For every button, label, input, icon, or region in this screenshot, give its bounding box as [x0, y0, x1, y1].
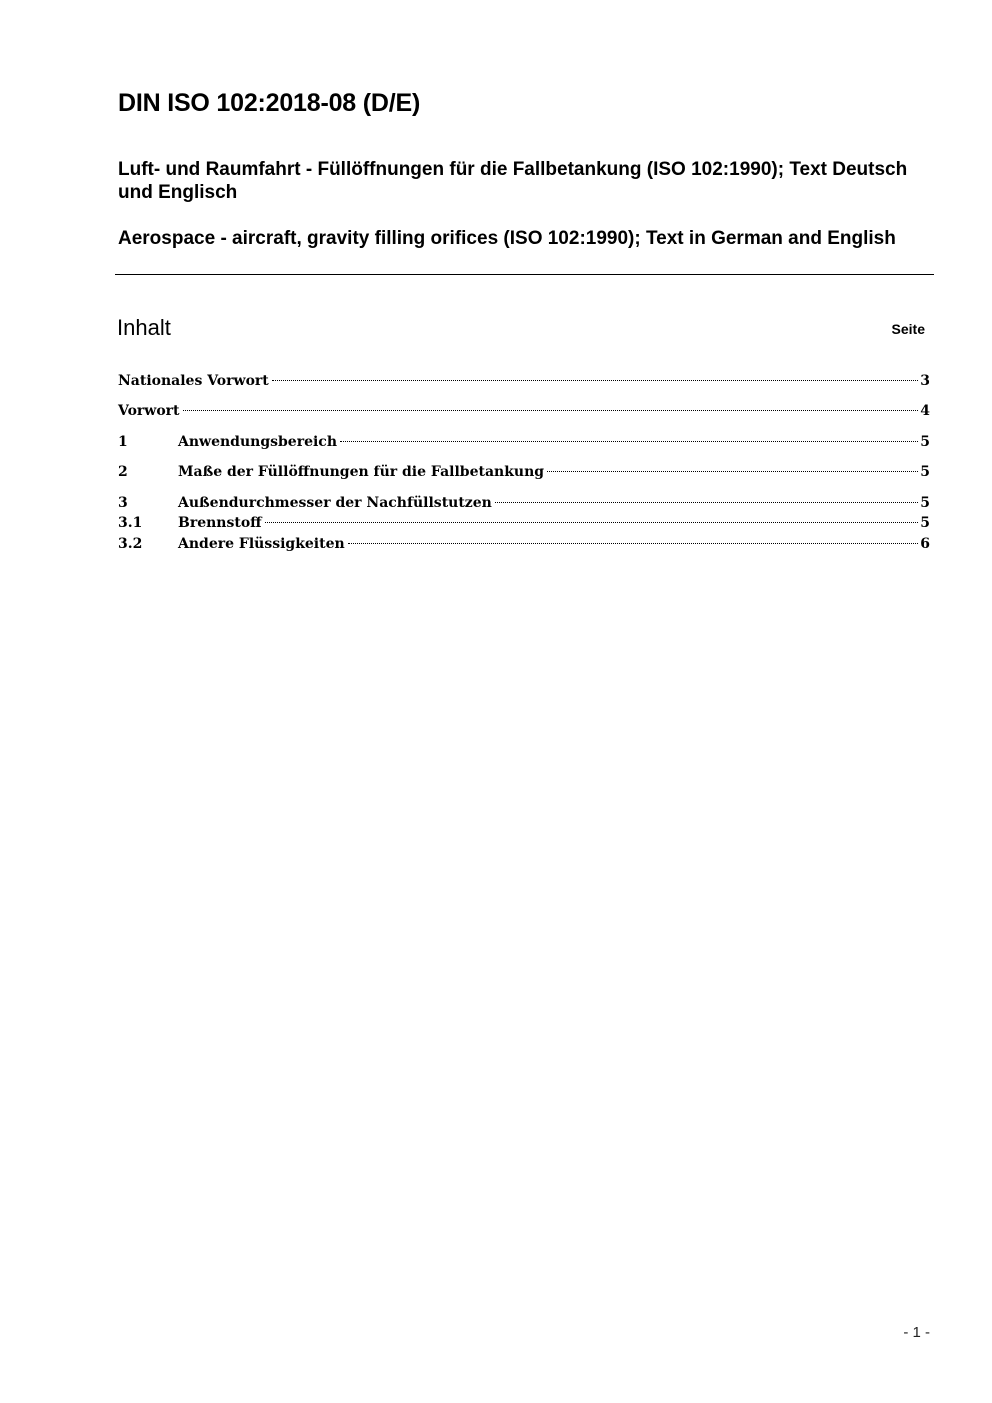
- toc-entry-title: Brennstoff: [178, 515, 262, 531]
- toc-entry-number: 3.1: [118, 515, 143, 531]
- toc-entry-masse[interactable]: [118, 462, 930, 482]
- document-title: DIN ISO 102:2018-08 (D/E): [118, 89, 421, 117]
- toc-entry-title: Maße der Füllöffnungen für die Fallbetankung: [178, 464, 545, 480]
- toc-entry-brennstoff[interactable]: [118, 513, 930, 533]
- subtitle-german: Luft- und Raumfahrt - Füllöffnungen für die Fallbetankung (ISO 102:1990); Text Deutsch und Englisch: [118, 159, 908, 203]
- toc-entry-andere-fluessigkeiten[interactable]: [118, 534, 930, 554]
- toc-dot-leader: [183, 410, 919, 411]
- page-number: - 1 -: [903, 1324, 930, 1341]
- toc-dot-leader: [340, 441, 918, 442]
- toc-entry-page: 5: [920, 464, 930, 480]
- toc-entry-page: 5: [920, 434, 930, 450]
- toc-entry-number: 3: [118, 495, 128, 511]
- toc-entry-page: 4: [920, 403, 930, 419]
- toc-entry-number: 3.2: [118, 536, 143, 552]
- toc-dot-leader: [547, 471, 918, 472]
- toc-dot-leader: [272, 380, 919, 381]
- toc-entry-aussendurchmesser[interactable]: [118, 493, 930, 513]
- toc-entry-title: Andere Flüssigkeiten: [178, 536, 345, 552]
- subtitle-english: Aerospace - aircraft, gravity filling orifices (ISO 102:1990); Text in German and English: [118, 228, 896, 249]
- toc-entry-nationales-vorwort[interactable]: [118, 371, 930, 391]
- toc-entry-title: Anwendungsbereich: [178, 434, 337, 450]
- toc-entry-vorwort[interactable]: [118, 401, 930, 421]
- toc-entry-title: Außendurchmesser der Nachfüllstutzen: [178, 495, 492, 511]
- toc-entry-number: 1: [118, 434, 128, 450]
- toc-entry-page: 6: [920, 536, 930, 552]
- toc-dot-leader: [265, 522, 919, 523]
- toc-entry-page: 5: [920, 515, 930, 531]
- toc-entry-title: Nationales Vorwort: [118, 373, 269, 389]
- toc-page-column-label: Seite: [891, 321, 925, 337]
- toc-entry-title: Vorwort: [118, 403, 180, 419]
- toc-entry-page: 5: [920, 495, 930, 511]
- toc-dot-leader: [495, 502, 918, 503]
- table-of-contents: [118, 0, 930, 600]
- toc-entry-anwendungsbereich[interactable]: [118, 432, 930, 452]
- toc-dot-leader: [348, 543, 919, 544]
- toc-entry-number: 2: [118, 464, 128, 480]
- toc-heading: Inhalt: [117, 315, 171, 340]
- toc-entry-page: 3: [920, 373, 930, 389]
